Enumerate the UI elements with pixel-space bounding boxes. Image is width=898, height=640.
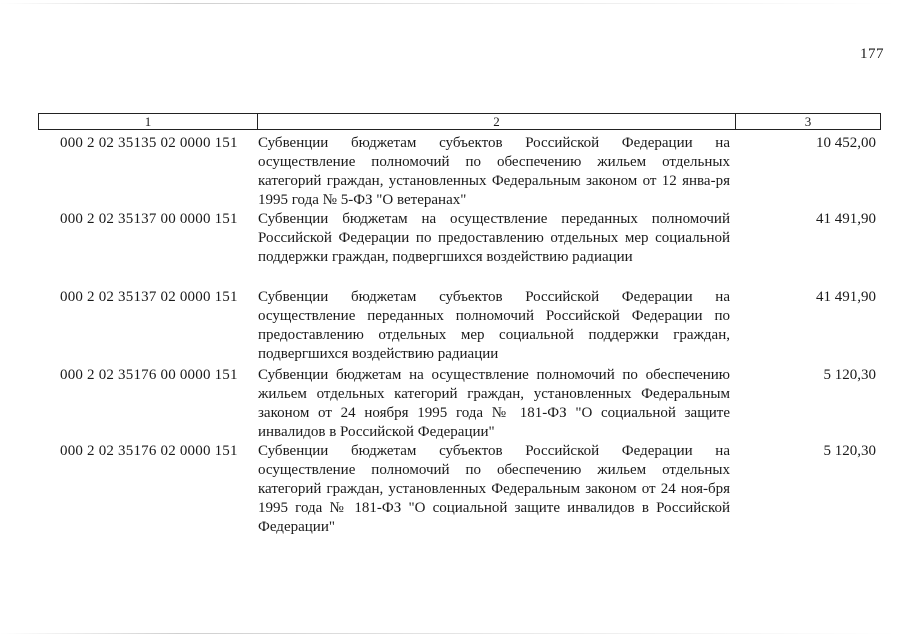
- row-description: Субвенции бюджетам субъектов Российской Федерации на осуществление полномочий по обеспечению жильем отдельных категорий граждан, установленных Федеральным законом от 24 ноя-бря 1995 года № 181-ФЗ "О социальной защите инвалидов в Российской Федерации": [258, 443, 730, 535]
- row-amount: 5 120,30: [823, 443, 876, 459]
- scan-edge-bottom: [0, 633, 898, 634]
- row-description: Субвенции бюджетам субъектов Российской Федерации на осуществление переданных полномочий Российской Федерации по предоставлению отдельных мер социальной поддержки граждан, подвергшихся воздействию радиации: [258, 289, 730, 362]
- row-amount: 5 120,30: [823, 367, 876, 383]
- row-amount: 41 491,90: [816, 211, 876, 227]
- row-amount: 10 452,00: [816, 135, 876, 151]
- budget-code: 000 2 02 35176 02 0000 151: [60, 443, 238, 459]
- header-col-1: 1: [39, 114, 258, 129]
- header-col-2: 2: [258, 114, 736, 129]
- budget-code: 000 2 02 35176 00 0000 151: [60, 367, 238, 383]
- budget-code: 000 2 02 35137 02 0000 151: [60, 289, 238, 305]
- budget-code: 000 2 02 35135 02 0000 151: [60, 135, 238, 151]
- row-amount: 41 491,90: [816, 289, 876, 305]
- row-description: Субвенции бюджетам субъектов Российской Федерации на осуществление полномочий по обеспечению жильем отдельных категорий граждан, установленных Федеральным законом от 12 янва-ря 1995 года № 5-ФЗ "О ветеранах": [258, 135, 730, 208]
- page-number: 177: [860, 46, 884, 62]
- row-description: Субвенции бюджетам на осуществление полномочий по обеспечению жильем отдельных категорий граждан, установленных Федеральным законом от 24 ноября 1995 года № 181-ФЗ "О социальной защите инвалидов в Российской Федерации": [258, 367, 730, 440]
- row-description: Субвенции бюджетам на осуществление переданных полномочий Российской Федерации по предоставлению отдельных мер социальной поддержки граждан, подвергшихся воздействию радиации: [258, 211, 730, 265]
- header-col-3: 3: [804, 114, 812, 129]
- table-header: [38, 113, 881, 130]
- budget-code: 000 2 02 35137 00 0000 151: [60, 211, 238, 227]
- scan-edge-top: [0, 3, 898, 4]
